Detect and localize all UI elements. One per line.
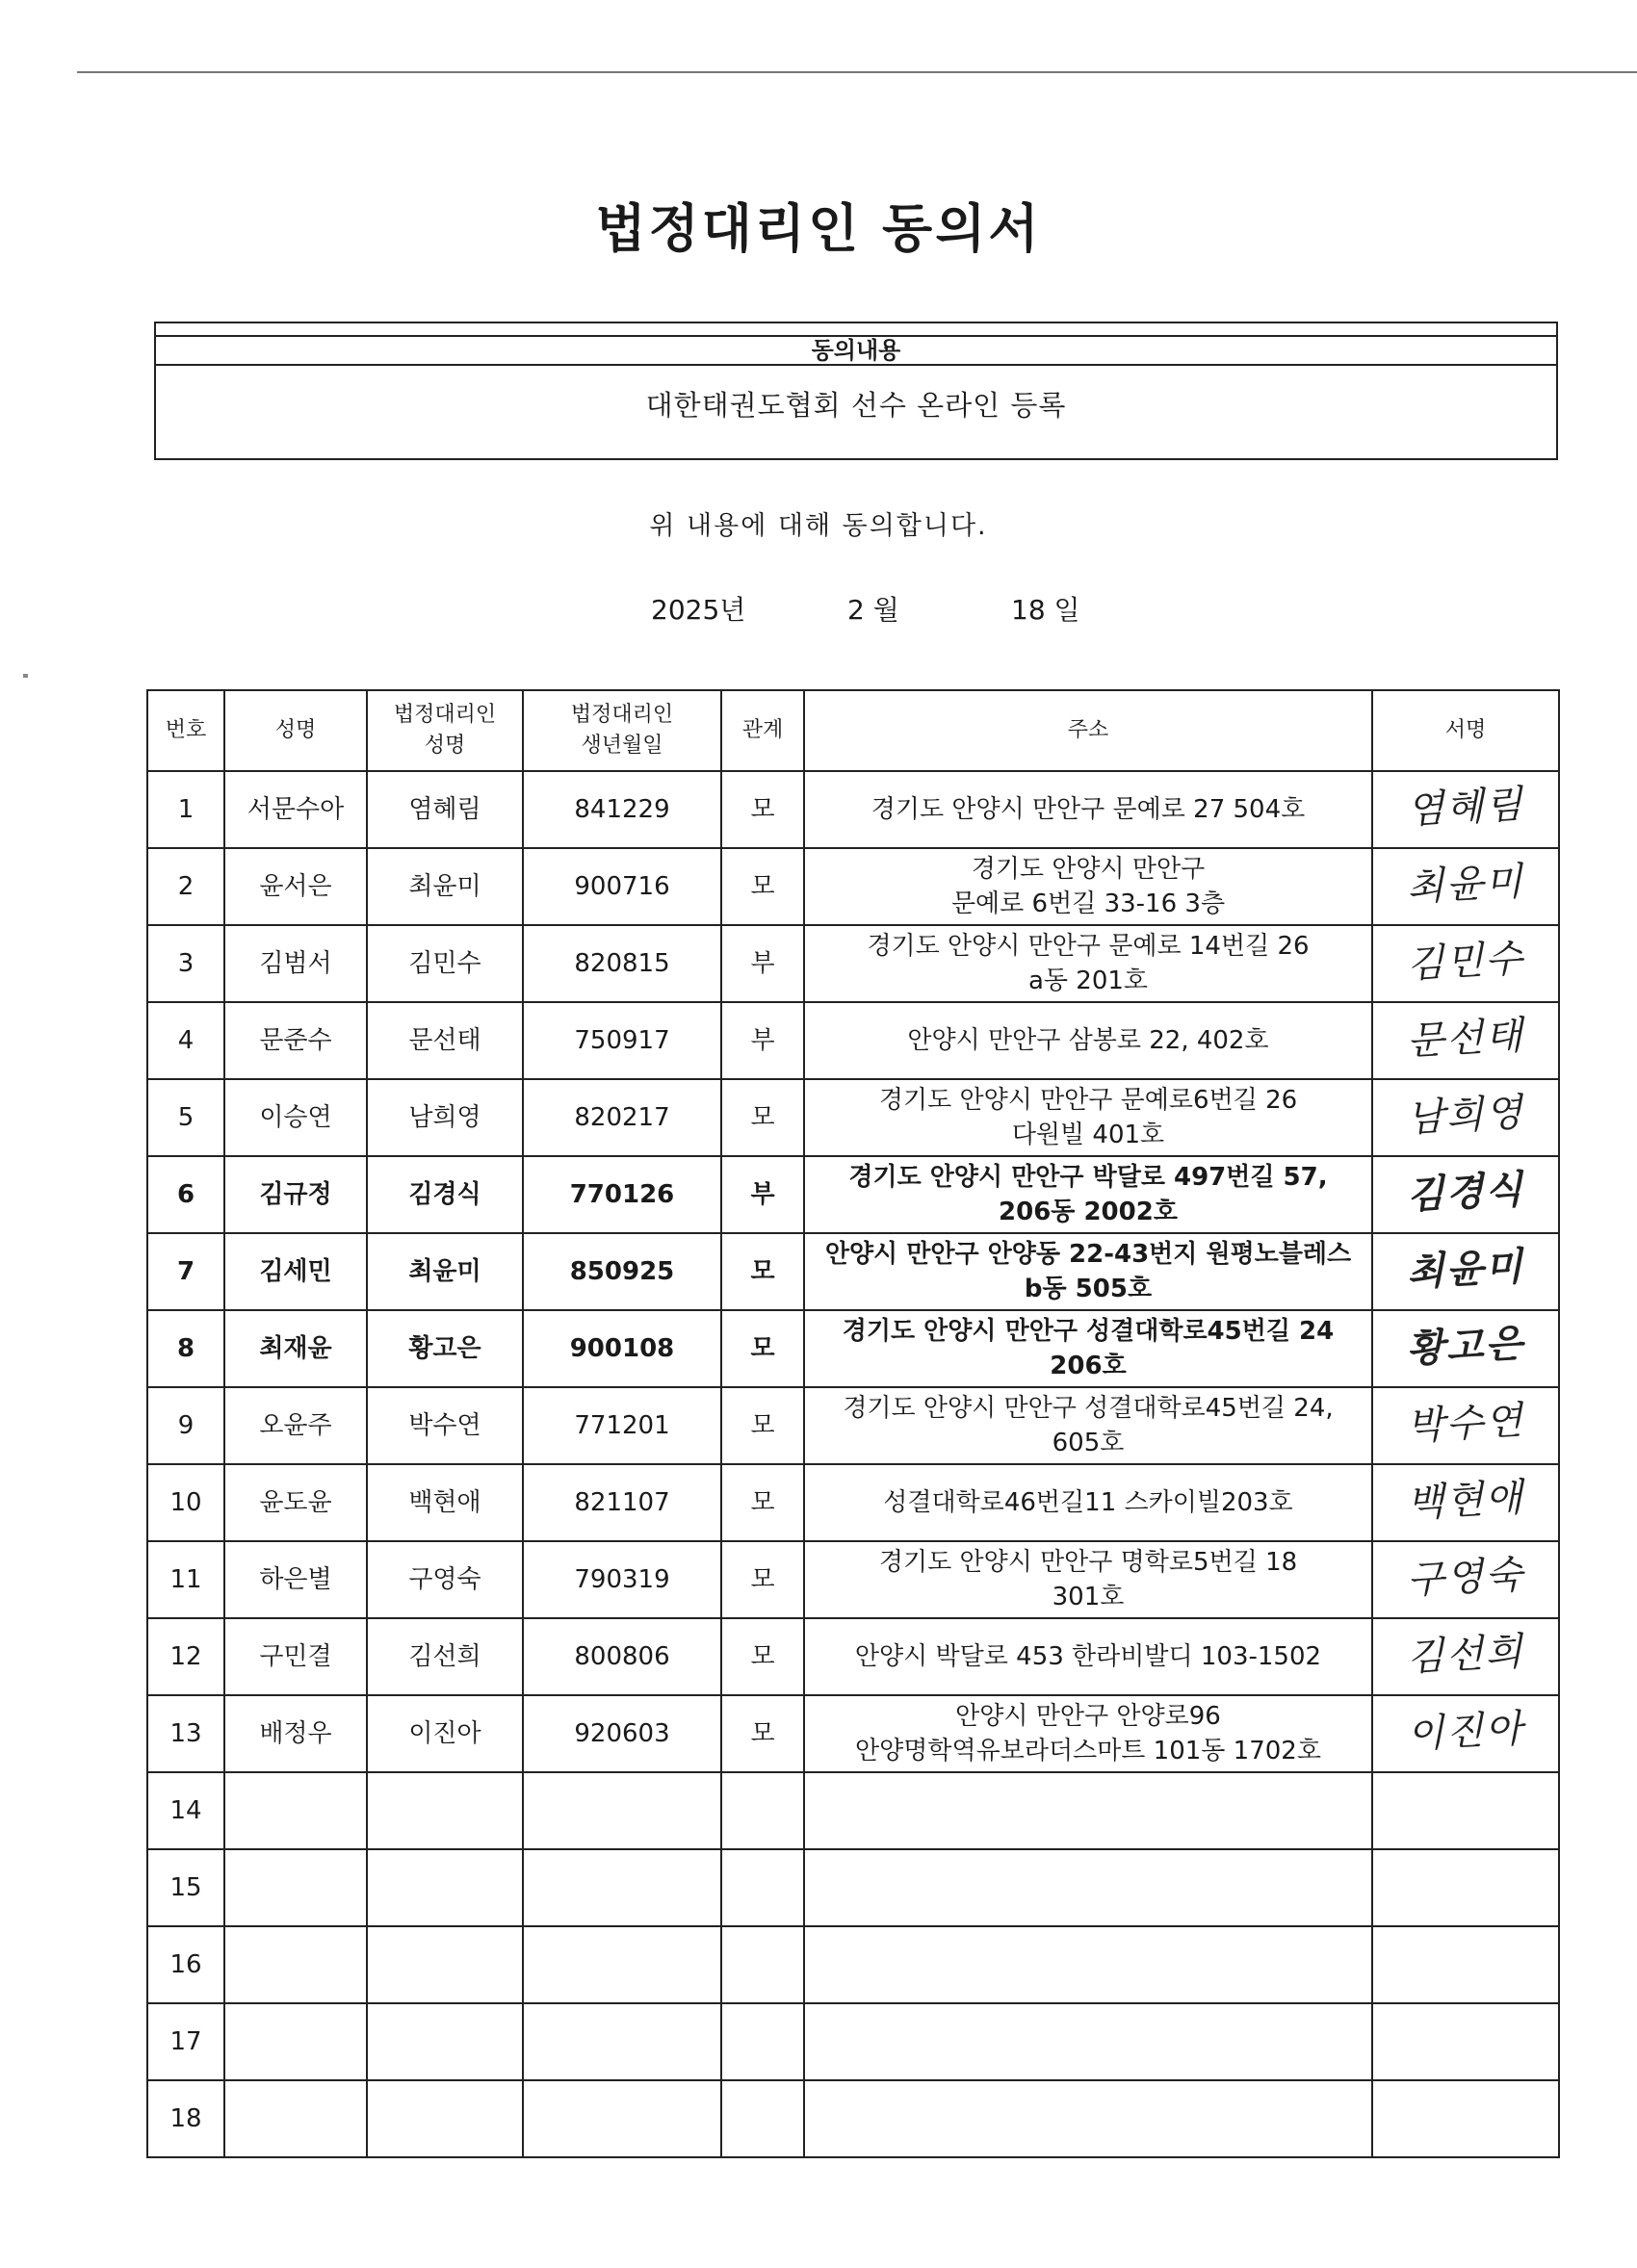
table-row [147, 1618, 1559, 1695]
header-relation: 관계 [721, 690, 804, 771]
document-title: 법정대리인 동의서 [595, 198, 1042, 259]
handwritten-signature: 박수연 [1405, 1398, 1526, 1449]
row-number-cell: 8 [147, 1310, 224, 1387]
signature-cell [1372, 1002, 1559, 1079]
address-cell: 안양시 박달로 453 한라비발디 103-1502 [804, 1618, 1372, 1695]
table-row [147, 1772, 1559, 1849]
student-name-cell: 하은별 [224, 1541, 367, 1618]
signature-cell [1372, 2003, 1559, 2080]
student-name-cell [224, 2003, 367, 2080]
relation-cell: 부 [721, 1156, 804, 1233]
table-header-row [147, 690, 1559, 771]
row-number-cell: 6 [147, 1156, 224, 1233]
signature-cell [1372, 1772, 1559, 1849]
guardian-name-cell: 김경식 [367, 1156, 523, 1233]
handwritten-signature: 최윤미 [1405, 1243, 1526, 1295]
table-row [147, 1541, 1559, 1618]
row-number-cell: 14 [147, 1772, 224, 1849]
table-row [147, 1849, 1559, 1926]
table-row [147, 1464, 1559, 1541]
header-guardian-name-text: 법정대리인 성명 [393, 703, 497, 758]
signature-cell [1372, 1233, 1559, 1310]
student-name-cell: 구민결 [224, 1618, 367, 1695]
guardian-name-cell: 황고은 [367, 1310, 523, 1387]
table-body [147, 771, 1559, 2157]
guardian-birth-cell: 850925 [523, 1233, 721, 1310]
handwritten-signature: 문선태 [1405, 1013, 1526, 1064]
top-rule [77, 71, 1637, 73]
row-number-cell: 11 [147, 1541, 224, 1618]
row-number-cell: 10 [147, 1464, 224, 1541]
table-row [147, 848, 1559, 925]
header-guardian-birth-text: 법정대리인 생년월일 [570, 703, 674, 758]
handwritten-signature: 최윤미 [1405, 859, 1526, 910]
relation-cell: 모 [721, 1233, 804, 1310]
guardian-birth-cell: 841229 [523, 771, 721, 848]
guardian-birth-cell [523, 2080, 721, 2157]
address-cell: 경기도 안양시 만안구 명학로5번길 18 301호 [804, 1541, 1372, 1618]
row-number-cell: 4 [147, 1002, 224, 1079]
student-name-cell: 문준수 [224, 1002, 367, 1079]
relation-cell: 모 [721, 1695, 804, 1772]
guardian-name-cell [367, 1849, 523, 1926]
table-row [147, 1002, 1559, 1079]
guardian-name-cell [367, 2080, 523, 2157]
guardian-name-cell [367, 1926, 523, 2003]
row-number-cell: 17 [147, 2003, 224, 2080]
relation-cell: 모 [721, 1079, 804, 1156]
guardian-birth-cell [523, 1772, 721, 1849]
handwritten-signature: 황고은 [1405, 1320, 1526, 1372]
table-row [147, 1156, 1559, 1233]
relation-cell: 모 [721, 1618, 804, 1695]
guardian-birth-cell: 820815 [523, 925, 721, 1002]
row-number-cell: 5 [147, 1079, 224, 1156]
relation-cell: 모 [721, 1387, 804, 1464]
relation-cell [721, 2080, 804, 2157]
guardian-name-cell [367, 2003, 523, 2080]
header-name: 성명 [224, 690, 367, 771]
handwritten-signature: 이진아 [1405, 1706, 1526, 1757]
row-number-cell: 9 [147, 1387, 224, 1464]
table-row [147, 2080, 1559, 2157]
signature-cell [1372, 771, 1559, 848]
address-cell [804, 2080, 1372, 2157]
row-number-cell: 15 [147, 1849, 224, 1926]
student-name-cell: 김규정 [224, 1156, 367, 1233]
guardian-name-cell: 백현애 [367, 1464, 523, 1541]
guardian-birth-cell: 750917 [523, 1002, 721, 1079]
address-cell: 안양시 만안구 안양로96 안양명학역유보라더스마트 101동 1702호 [804, 1695, 1372, 1772]
address-cell [804, 2003, 1372, 2080]
table-row [147, 1233, 1559, 1310]
guardian-name-cell: 문선태 [367, 1002, 523, 1079]
student-name-cell: 윤서은 [224, 848, 367, 925]
relation-cell: 모 [721, 771, 804, 848]
header-guardian-name [367, 690, 523, 771]
handwritten-signature: 구영숙 [1405, 1552, 1526, 1603]
header-no: 번호 [147, 690, 224, 771]
table-row [147, 925, 1559, 1002]
row-number-cell: 16 [147, 1926, 224, 2003]
guardian-birth-cell [523, 1849, 721, 1926]
header-address: 주소 [804, 690, 1372, 771]
row-number-cell: 3 [147, 925, 224, 1002]
address-cell: 경기도 안양시 만안구 박달로 497번길 57, 206동 2002호 [804, 1156, 1372, 1233]
signature-cell [1372, 1618, 1559, 1695]
handwritten-signature: 염혜림 [1405, 782, 1526, 833]
guardian-name-cell: 최윤미 [367, 848, 523, 925]
student-name-cell: 김세민 [224, 1233, 367, 1310]
table-row [147, 1387, 1559, 1464]
guardian-birth-cell [523, 1926, 721, 2003]
signature-cell [1372, 848, 1559, 925]
signature-cell [1372, 2080, 1559, 2157]
signature-cell [1372, 1541, 1559, 1618]
signature-cell [1372, 1387, 1559, 1464]
guardian-name-cell [367, 1772, 523, 1849]
guardian-birth-cell: 900716 [523, 848, 721, 925]
address-cell: 경기도 안양시 만안구 문예로6번길 26 다원빌 401호 [804, 1079, 1372, 1156]
address-cell: 경기도 안양시 만안구 문예로 27 504호 [804, 771, 1372, 848]
guardian-birth-cell: 800806 [523, 1618, 721, 1695]
address-cell [804, 1849, 1372, 1926]
table-row [147, 1079, 1559, 1156]
student-name-cell [224, 1772, 367, 1849]
signature-cell [1372, 1310, 1559, 1387]
guardian-name-cell: 이진아 [367, 1695, 523, 1772]
relation-cell: 모 [721, 1541, 804, 1618]
guardian-birth-cell: 790319 [523, 1541, 721, 1618]
student-name-cell [224, 1926, 367, 2003]
guardian-birth-cell: 771201 [523, 1387, 721, 1464]
student-name-cell: 최재윤 [224, 1310, 367, 1387]
student-name-cell: 이승연 [224, 1079, 367, 1156]
guardian-name-cell: 최윤미 [367, 1233, 523, 1310]
student-name-cell [224, 1849, 367, 1926]
table-row [147, 1926, 1559, 2003]
address-cell: 성결대학로46번길11 스카이빌203호 [804, 1464, 1372, 1541]
guardian-name-cell: 박수연 [367, 1387, 523, 1464]
consent-box [154, 322, 1558, 460]
guardian-birth-cell: 820217 [523, 1079, 721, 1156]
consent-body: 대한태권도협회 선수 온라인 등록 [645, 389, 1067, 422]
student-name-cell: 오윤주 [224, 1387, 367, 1464]
address-cell: 경기도 안양시 만안구 문예로 6번길 33-16 3층 [804, 848, 1372, 925]
guardian-birth-cell [523, 2003, 721, 2080]
address-cell: 경기도 안양시 만안구 성결대학로45번길 24, 605호 [804, 1387, 1372, 1464]
relation-cell: 모 [721, 848, 804, 925]
guardian-name-cell: 김민수 [367, 925, 523, 1002]
row-number-cell: 18 [147, 2080, 224, 2157]
guardian-table [146, 689, 1560, 2158]
student-name-cell [224, 2080, 367, 2157]
student-name-cell: 김범서 [224, 925, 367, 1002]
student-name-cell: 윤도윤 [224, 1464, 367, 1541]
signature-cell [1372, 1079, 1559, 1156]
guardian-name-cell: 남희영 [367, 1079, 523, 1156]
signature-cell [1372, 1695, 1559, 1772]
row-number-cell: 13 [147, 1695, 224, 1772]
row-number-cell: 7 [147, 1233, 224, 1310]
header-signature: 서명 [1372, 690, 1559, 771]
relation-cell: 부 [721, 1002, 804, 1079]
relation-cell [721, 2003, 804, 2080]
signature-cell [1372, 1926, 1559, 2003]
address-cell: 안양시 만안구 삼봉로 22, 402호 [804, 1002, 1372, 1079]
address-cell: 안양시 만안구 안양동 22-43번지 원평노블레스 b동 505호 [804, 1233, 1372, 1310]
guardian-name-cell: 김선희 [367, 1618, 523, 1695]
table-row [147, 771, 1559, 848]
guardian-birth-cell: 770126 [523, 1156, 721, 1233]
relation-cell [721, 1926, 804, 2003]
row-number-cell: 12 [147, 1618, 224, 1695]
table-row [147, 2003, 1559, 2080]
guardian-name-cell: 염혜림 [367, 771, 523, 848]
address-cell [804, 1772, 1372, 1849]
signature-cell [1372, 1156, 1559, 1233]
handwritten-signature: 김선희 [1405, 1629, 1526, 1680]
signature-cell [1372, 1849, 1559, 1926]
guardian-birth-cell: 920603 [523, 1695, 721, 1772]
table-row [147, 1310, 1559, 1387]
signature-cell [1372, 1464, 1559, 1541]
address-cell: 경기도 안양시 만안구 성결대학로45번길 24 206호 [804, 1310, 1372, 1387]
handwritten-signature: 백현애 [1405, 1475, 1526, 1526]
address-cell: 경기도 안양시 만안구 문예로 14번길 26 a동 201호 [804, 925, 1372, 1002]
relation-cell [721, 1849, 804, 1926]
relation-cell [721, 1772, 804, 1849]
row-number-cell: 2 [147, 848, 224, 925]
address-cell [804, 1926, 1372, 2003]
date-day: 18 일 [1011, 594, 1080, 626]
agree-statement: 위 내용에 대해 동의합니다. [649, 511, 988, 541]
guardian-birth-cell: 900108 [523, 1310, 721, 1387]
relation-cell: 모 [721, 1464, 804, 1541]
student-name-cell: 서문수아 [224, 771, 367, 848]
header-guardian-birth [523, 690, 721, 771]
handwritten-signature: 김경식 [1405, 1166, 1526, 1218]
table-row [147, 1695, 1559, 1772]
consent-header: 동의내용 [156, 335, 1556, 366]
date-month: 2 월 [847, 594, 899, 626]
guardian-name-cell: 구영숙 [367, 1541, 523, 1618]
relation-cell: 모 [721, 1310, 804, 1387]
relation-cell: 부 [721, 925, 804, 1002]
signature-cell [1372, 925, 1559, 1002]
date-year: 2025년 [651, 594, 746, 626]
scan-speck [23, 674, 28, 678]
guardian-birth-cell: 821107 [523, 1464, 721, 1541]
handwritten-signature: 남희영 [1405, 1090, 1526, 1141]
student-name-cell: 배정우 [224, 1695, 367, 1772]
row-number-cell: 1 [147, 771, 224, 848]
handwritten-signature: 김민수 [1405, 936, 1526, 987]
